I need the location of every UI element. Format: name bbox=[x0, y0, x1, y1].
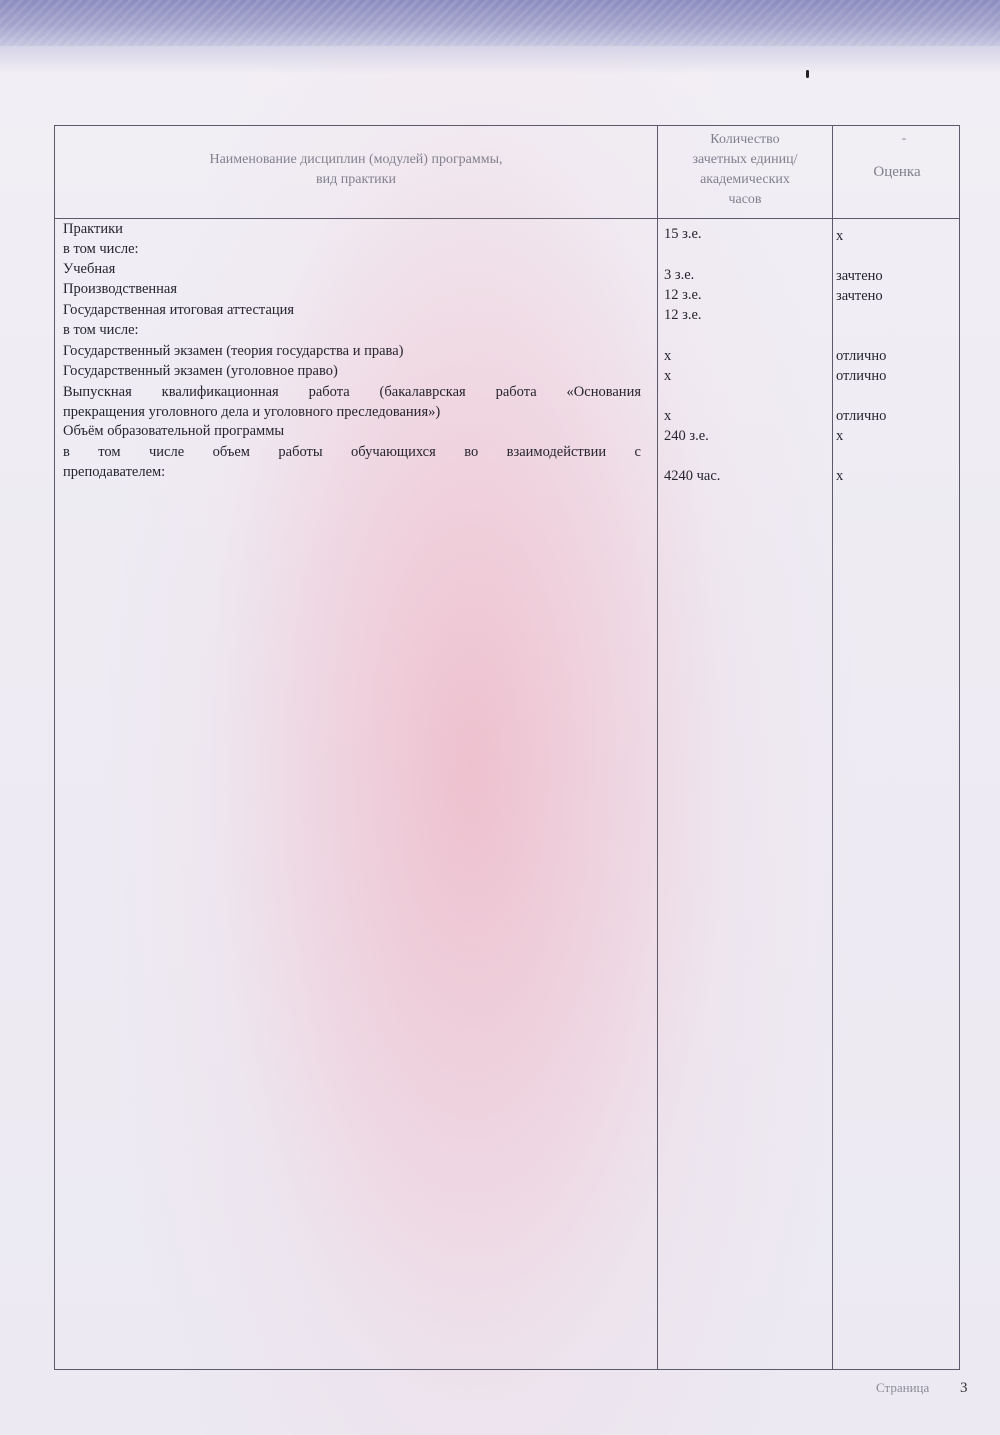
header-grade-mark: - bbox=[902, 131, 906, 145]
header-grade: Оценка bbox=[873, 164, 921, 180]
row-name-line-1: в том числе объем работы обучающихся во взаимодействии с bbox=[63, 444, 641, 460]
row-grade: х bbox=[836, 428, 844, 444]
row-qty: 12 з.е. bbox=[664, 287, 702, 303]
header-qty-line-1: Количество bbox=[710, 132, 780, 147]
row-name: Учебная bbox=[63, 261, 116, 277]
header-divider bbox=[54, 218, 960, 219]
row-name-line-1: Выпускная квалификационная работа (бакалаврская работа «Основания bbox=[63, 384, 641, 400]
row-name-line-2: преподавателем: bbox=[63, 464, 166, 480]
header-qty-line-2: зачетных единиц/ bbox=[692, 152, 798, 167]
row-qty: х bbox=[664, 408, 672, 424]
row-grade: х bbox=[836, 228, 844, 244]
row-grade: отлично bbox=[836, 348, 887, 364]
header-qty-line-4: часов bbox=[728, 192, 762, 207]
header-name-line-1: Наименование дисциплин (модулей) программы, bbox=[209, 152, 503, 167]
column-divider-qty bbox=[657, 125, 658, 1370]
row-grade: отлично bbox=[836, 408, 887, 424]
column-divider-grade bbox=[832, 125, 833, 1370]
ink-speck bbox=[806, 70, 809, 78]
row-qty: 240 з.е. bbox=[664, 428, 709, 444]
header-name-line-2: вид практики bbox=[316, 172, 396, 187]
row-qty: 15 з.е. bbox=[664, 226, 702, 242]
header-credits bbox=[660, 130, 830, 210]
row-name: Объём образовательной программы bbox=[63, 423, 285, 439]
row-qty: 4240 час. bbox=[664, 468, 721, 484]
decorative-top-band bbox=[0, 0, 1000, 46]
row-grade: х bbox=[836, 468, 844, 484]
row-qty: х bbox=[664, 368, 672, 384]
row-name: Практики bbox=[63, 221, 123, 237]
row-name: Производственная bbox=[63, 281, 178, 297]
row-grade: зачтено bbox=[836, 268, 883, 284]
row-grade: отлично bbox=[836, 368, 887, 384]
page-number: 3 bbox=[960, 1380, 968, 1396]
row-name: Государственный экзамен (теория государства и права) bbox=[63, 343, 404, 359]
row-qty: х bbox=[664, 348, 672, 364]
row-grade: зачтено bbox=[836, 288, 883, 304]
top-band-fade bbox=[0, 46, 1000, 74]
row-qty: 3 з.е. bbox=[664, 267, 695, 283]
page-label: Страница bbox=[876, 1380, 930, 1395]
row-name: Государственный экзамен (уголовное право) bbox=[63, 363, 338, 379]
row-name: Государственная итоговая аттестация bbox=[63, 302, 295, 318]
row-name-line-2: прекращения уголовного дела и уголовного преследования») bbox=[63, 404, 441, 420]
header-discipline-name bbox=[60, 150, 652, 190]
header-qty-line-3: академических bbox=[700, 172, 790, 187]
row-qty: 12 з.е. bbox=[664, 307, 702, 323]
row-name: в том числе: bbox=[63, 241, 139, 257]
row-name: в том числе: bbox=[63, 322, 139, 338]
